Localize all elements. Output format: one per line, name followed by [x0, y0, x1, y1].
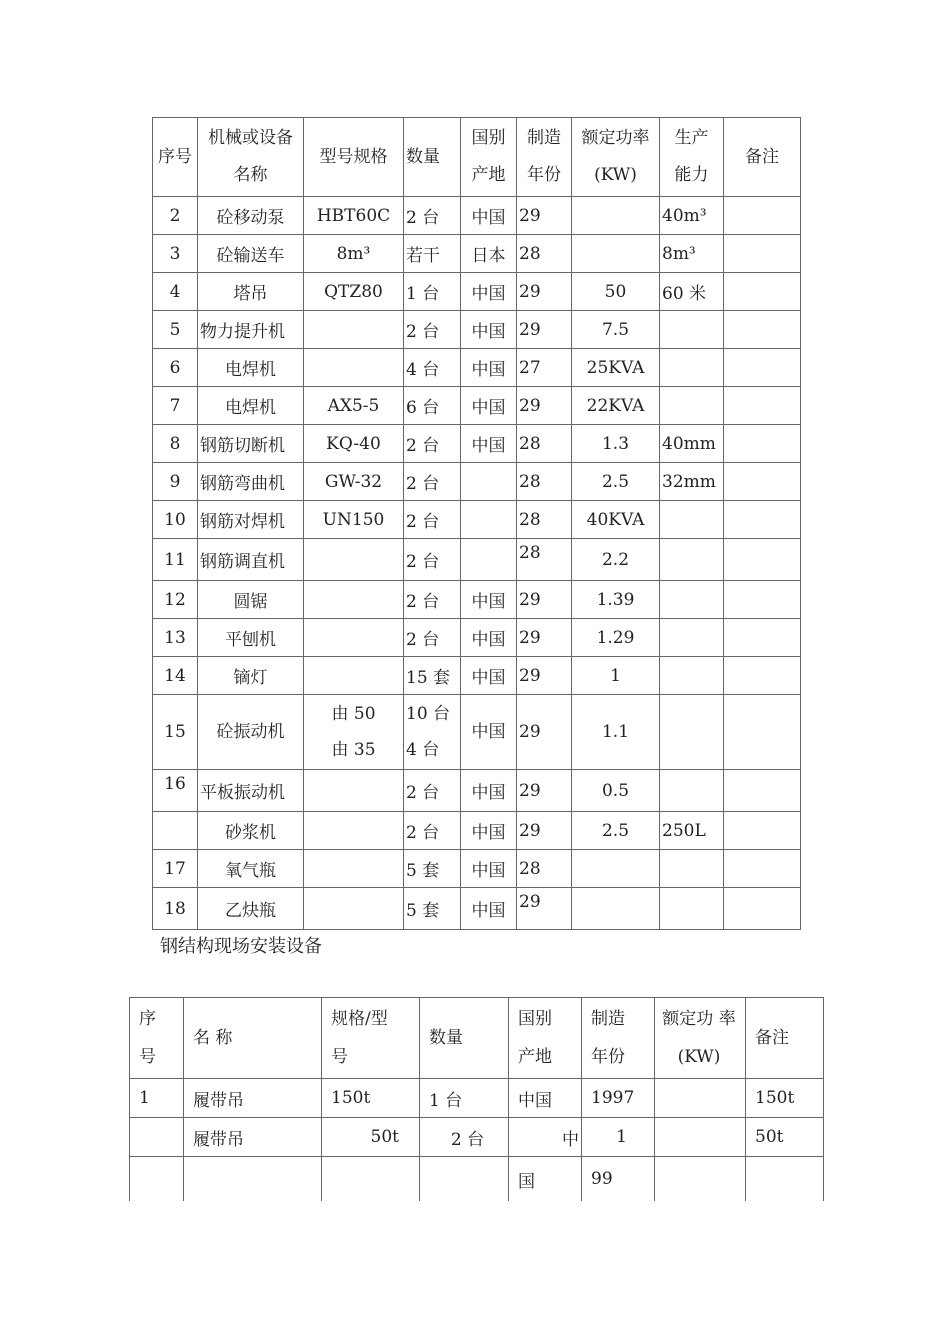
table-cell	[660, 501, 724, 539]
table-cell: 22KVA	[572, 387, 660, 425]
table-cell: 10	[153, 501, 198, 539]
steel-structure-equipment-table	[129, 997, 824, 1201]
table-cell	[304, 657, 404, 695]
equipment-table	[152, 117, 801, 930]
table-cell: 中国	[461, 581, 517, 619]
table-cell: 中国	[461, 387, 517, 425]
table-cell: 6 台	[404, 387, 461, 425]
table-cell: 平板振动机	[198, 770, 304, 812]
table-cell	[724, 539, 801, 581]
table-row	[153, 349, 801, 387]
table-cell: 履带吊	[184, 1079, 322, 1118]
table-cell	[660, 770, 724, 812]
table-cell: 2 台	[404, 197, 461, 235]
table-cell	[572, 850, 660, 888]
table-cell	[660, 657, 724, 695]
table-cell: 中国	[461, 311, 517, 349]
table-cell: 29	[517, 888, 572, 930]
table-cell	[304, 619, 404, 657]
table-cell: 25KVA	[572, 349, 660, 387]
table-cell: 物力提升机	[198, 311, 304, 349]
table-cell: 2 台	[404, 619, 461, 657]
table-cell	[461, 463, 517, 501]
table-cell: 15 套	[404, 657, 461, 695]
table-cell: 2 台	[404, 501, 461, 539]
table-cell: 1	[582, 1118, 655, 1157]
header-cell: 备注	[746, 998, 824, 1079]
table-cell	[304, 581, 404, 619]
table-cell: 乙炔瓶	[198, 888, 304, 930]
table-cell: 中	[509, 1118, 582, 1157]
table-cell: 1997	[582, 1079, 655, 1118]
table-cell: 2 台	[404, 812, 461, 850]
table-row	[153, 387, 801, 425]
table-cell	[724, 501, 801, 539]
table-cell	[724, 850, 801, 888]
table-cell: 60 米	[660, 273, 724, 311]
table-cell: 12	[153, 581, 198, 619]
table-cell	[572, 197, 660, 235]
header-cell: 额定功率 (KW)	[572, 118, 660, 197]
table-cell: 2.5	[572, 812, 660, 850]
table-row	[153, 197, 801, 235]
table-cell: 29	[517, 387, 572, 425]
table-cell: 8	[153, 425, 198, 463]
table-cell: 250L	[660, 812, 724, 850]
table-cell: 40m³	[660, 197, 724, 235]
table-cell	[304, 812, 404, 850]
table-cell: 15	[153, 695, 198, 770]
table-cell: 50t	[746, 1118, 824, 1157]
table-cell: 6	[153, 349, 198, 387]
table-cell	[130, 1118, 184, 1157]
table-cell: 2	[153, 197, 198, 235]
table-cell: 中国	[461, 273, 517, 311]
table-cell: 28	[517, 850, 572, 888]
table-cell: 日本	[461, 235, 517, 273]
table-cell	[304, 539, 404, 581]
header-cell: 生产 能力	[660, 118, 724, 197]
table-cell: 2.2	[572, 539, 660, 581]
header-cell: 型号规格	[304, 118, 404, 197]
table-cell	[153, 812, 198, 850]
header-cell: 机械或设备 名称	[198, 118, 304, 197]
header-cell: 序 号	[130, 998, 184, 1079]
table-cell: 150t	[746, 1079, 824, 1118]
table-cell: 13	[153, 619, 198, 657]
table-row	[153, 581, 801, 619]
table-cell	[572, 888, 660, 930]
table-cell: 2 台	[404, 770, 461, 812]
table-cell: 29	[517, 812, 572, 850]
table-cell: 29	[517, 311, 572, 349]
table-cell	[660, 850, 724, 888]
table-cell: 27	[517, 349, 572, 387]
table-row	[153, 657, 801, 695]
table-cell: 99	[582, 1157, 655, 1202]
table-cell: 2 台	[404, 581, 461, 619]
table-cell: 10 台 4 台	[404, 695, 461, 770]
table-row	[130, 1079, 824, 1118]
table-cell: 2 台	[404, 425, 461, 463]
table-cell	[724, 695, 801, 770]
table-cell: 中国	[461, 425, 517, 463]
table-cell: 1.39	[572, 581, 660, 619]
table-cell	[655, 1157, 746, 1202]
table-cell: 2.5	[572, 463, 660, 501]
table-cell: 砼输送车	[198, 235, 304, 273]
table-cell: 5	[153, 311, 198, 349]
table-cell	[461, 501, 517, 539]
header-cell: 制造 年份	[582, 998, 655, 1079]
table-cell: 28	[517, 539, 572, 581]
table-cell	[724, 812, 801, 850]
table-cell: 40mm	[660, 425, 724, 463]
table-cell: 18	[153, 888, 198, 930]
table-cell	[724, 197, 801, 235]
table-cell: 钢筋调直机	[198, 539, 304, 581]
header-cell: 备注	[724, 118, 801, 197]
table-cell: 2 台	[404, 539, 461, 581]
table-cell: 29	[517, 619, 572, 657]
table-cell: 28	[517, 501, 572, 539]
table-cell: 29	[517, 770, 572, 812]
table-cell	[304, 349, 404, 387]
table-cell: 1	[572, 657, 660, 695]
table-cell: 中国	[461, 349, 517, 387]
table-row	[153, 695, 801, 770]
table-cell: 7	[153, 387, 198, 425]
table-cell	[660, 581, 724, 619]
table-cell: 中国	[461, 850, 517, 888]
table-cell: 50t	[322, 1118, 420, 1157]
header-cell: 数量	[404, 118, 461, 197]
table-cell: 1.3	[572, 425, 660, 463]
table-row	[153, 501, 801, 539]
table-cell: 50	[572, 273, 660, 311]
header-cell: 名 称	[184, 998, 322, 1079]
table-cell: 29	[517, 197, 572, 235]
table-cell: 砼移动泵	[198, 197, 304, 235]
table-cell	[322, 1157, 420, 1202]
table-cell: 9	[153, 463, 198, 501]
table-cell: 8m³	[304, 235, 404, 273]
section-caption: 钢结构现场安装设备	[160, 936, 322, 957]
table-cell: 5 套	[404, 850, 461, 888]
table-cell	[724, 619, 801, 657]
table-cell: 若干	[404, 235, 461, 273]
table-cell: 中国	[461, 695, 517, 770]
table-cell	[724, 463, 801, 501]
table-cell: 1 台	[404, 273, 461, 311]
table-cell: 钢筋切断机	[198, 425, 304, 463]
table-cell	[724, 235, 801, 273]
table-header-row	[130, 998, 824, 1079]
table-cell	[660, 888, 724, 930]
table-cell: HBT60C	[304, 197, 404, 235]
table-cell: 150t	[322, 1079, 420, 1118]
table-cell: 中国	[461, 770, 517, 812]
table-header-row	[153, 118, 801, 197]
table-cell: 2 台	[420, 1118, 509, 1157]
table-cell	[660, 311, 724, 349]
table-row	[130, 1157, 824, 1202]
table-cell: 29	[517, 273, 572, 311]
table-cell	[660, 539, 724, 581]
table-cell: 镝灯	[198, 657, 304, 695]
table-cell: 履带吊	[184, 1118, 322, 1157]
table-row	[153, 425, 801, 463]
table-cell: 2 台	[404, 463, 461, 501]
table-cell	[724, 657, 801, 695]
table-cell: 16	[153, 770, 198, 812]
table-cell	[304, 888, 404, 930]
table-cell	[724, 311, 801, 349]
table-cell: 1.1	[572, 695, 660, 770]
table-cell: 圆锯	[198, 581, 304, 619]
table-row	[153, 463, 801, 501]
table-cell: AX5-5	[304, 387, 404, 425]
table-cell	[724, 888, 801, 930]
header-cell: 制造 年份	[517, 118, 572, 197]
table-cell: 砂浆机	[198, 812, 304, 850]
table-cell	[724, 349, 801, 387]
table-cell	[130, 1157, 184, 1202]
table-cell: 2 台	[404, 311, 461, 349]
table-cell: 电焊机	[198, 349, 304, 387]
table-row	[153, 235, 801, 273]
table-cell: 1 台	[420, 1079, 509, 1118]
header-cell: 规格/型 号	[322, 998, 420, 1079]
table-cell: 3	[153, 235, 198, 273]
table-cell: 平刨机	[198, 619, 304, 657]
table-cell: 5 套	[404, 888, 461, 930]
table-cell: 中国	[461, 619, 517, 657]
table-cell: KQ-40	[304, 425, 404, 463]
table-cell	[724, 425, 801, 463]
table-cell: 29	[517, 695, 572, 770]
table-cell: 中国	[461, 197, 517, 235]
table-cell: 29	[517, 581, 572, 619]
table-cell	[420, 1157, 509, 1202]
table-cell: 40KVA	[572, 501, 660, 539]
table-cell: 7.5	[572, 311, 660, 349]
table-cell: 11	[153, 539, 198, 581]
table-cell	[660, 619, 724, 657]
table-row	[153, 539, 801, 581]
table-cell	[304, 770, 404, 812]
table-cell: 28	[517, 463, 572, 501]
table-cell: 1	[130, 1079, 184, 1118]
table-cell	[184, 1157, 322, 1202]
table-cell	[724, 387, 801, 425]
table-cell: 1.29	[572, 619, 660, 657]
table-cell	[724, 770, 801, 812]
table-cell	[660, 349, 724, 387]
table-row	[153, 888, 801, 930]
table-cell	[655, 1079, 746, 1118]
table-cell: UN150	[304, 501, 404, 539]
table-cell: 28	[517, 235, 572, 273]
table-cell	[304, 850, 404, 888]
header-cell: 数量	[420, 998, 509, 1079]
table-cell	[572, 235, 660, 273]
table-cell: 国	[509, 1157, 582, 1202]
table-cell: 0.5	[572, 770, 660, 812]
table-cell: 4	[153, 273, 198, 311]
table-cell	[724, 581, 801, 619]
table-cell: 中国	[461, 657, 517, 695]
table-cell: 塔吊	[198, 273, 304, 311]
table-row	[153, 619, 801, 657]
header-cell: 序号	[153, 118, 198, 197]
table-cell	[724, 273, 801, 311]
table-cell: 4 台	[404, 349, 461, 387]
table-cell: 29	[517, 657, 572, 695]
table-cell: QTZ80	[304, 273, 404, 311]
header-cell: 国别 产地	[461, 118, 517, 197]
table-cell: 砼振动机	[198, 695, 304, 770]
table-cell	[660, 695, 724, 770]
table-cell: 17	[153, 850, 198, 888]
table-cell	[461, 539, 517, 581]
table-cell: 钢筋对焊机	[198, 501, 304, 539]
header-cell: 额定功 率 (KW)	[655, 998, 746, 1079]
table-cell	[304, 311, 404, 349]
table-cell: 电焊机	[198, 387, 304, 425]
table-cell: 中国	[461, 812, 517, 850]
table-row	[153, 850, 801, 888]
table-cell: 中国	[461, 888, 517, 930]
table-cell: 氧气瓶	[198, 850, 304, 888]
table-cell: 28	[517, 425, 572, 463]
table-cell: 32mm	[660, 463, 724, 501]
table-cell	[746, 1157, 824, 1202]
table-cell: 14	[153, 657, 198, 695]
table-cell: 钢筋弯曲机	[198, 463, 304, 501]
table-cell	[660, 387, 724, 425]
table-row	[153, 770, 801, 812]
table-cell: 中国	[509, 1079, 582, 1118]
header-cell: 国别 产地	[509, 998, 582, 1079]
table-row	[153, 273, 801, 311]
table-row	[153, 311, 801, 349]
table-cell: 8m³	[660, 235, 724, 273]
table-cell: GW-32	[304, 463, 404, 501]
table-cell	[655, 1118, 746, 1157]
table-row	[130, 1118, 824, 1157]
table-cell: 由 50 由 35	[304, 695, 404, 770]
table-row	[153, 812, 801, 850]
